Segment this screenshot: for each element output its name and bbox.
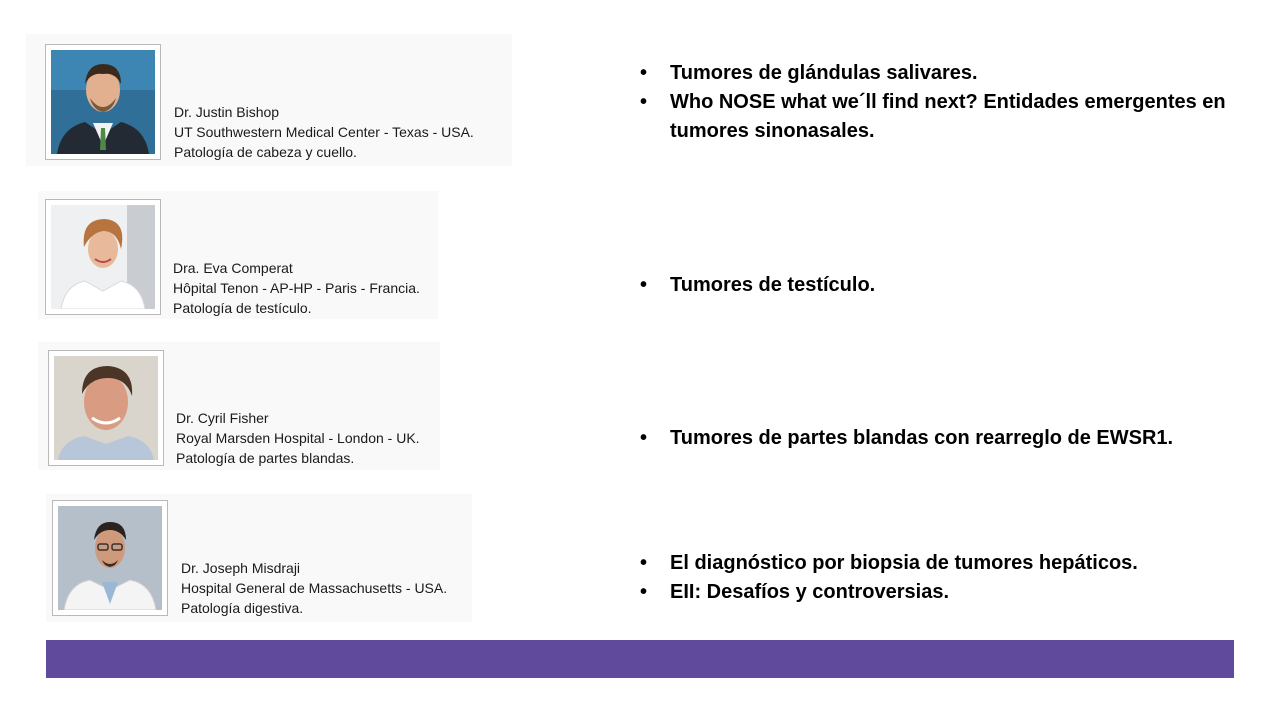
portrait-man-labcoat-icon bbox=[58, 506, 162, 610]
topic-item: • EII: Desafíos y controversias. bbox=[640, 578, 1240, 607]
speaker-photo-bishop bbox=[45, 44, 161, 160]
topic-item: • Tumores de glándulas salivares. bbox=[640, 59, 1240, 88]
topic-item: • El diagnóstico por biopsia de tumores hepáticos. bbox=[640, 549, 1240, 578]
speaker-specialty: Patología de testículo. bbox=[173, 300, 312, 316]
topic-list-fisher bbox=[640, 424, 1240, 453]
speaker-name: Dra. Eva Comperat bbox=[173, 260, 293, 276]
portrait-man-icon bbox=[54, 356, 158, 460]
speaker-institution: Hôpital Tenon - AP-HP - Paris - Francia. bbox=[173, 280, 420, 296]
topic-item: • Who NOSE what we´ll find next? Entidades emergentes en tumores sinonasales. bbox=[640, 88, 1240, 146]
speaker-institution: Hospital General de Massachusetts - USA. bbox=[181, 580, 448, 596]
footer-bar bbox=[46, 640, 1234, 678]
speaker-card-fisher bbox=[38, 342, 440, 470]
speaker-name: Dr. Joseph Misdraji bbox=[181, 560, 301, 576]
portrait-woman-icon bbox=[51, 205, 155, 309]
topic-list-bishop bbox=[640, 59, 1240, 146]
speaker-photo-misdraji bbox=[52, 500, 168, 616]
speaker-specialty: Patología digestiva. bbox=[181, 600, 304, 616]
speaker-card-misdraji bbox=[46, 494, 472, 622]
speaker-card-bishop bbox=[26, 34, 512, 166]
speaker-name: Dr. Cyril Fisher bbox=[176, 410, 269, 426]
speaker-specialty: Patología de cabeza y cuello. bbox=[174, 144, 357, 160]
speaker-institution: Royal Marsden Hospital - London - UK. bbox=[176, 430, 420, 446]
speaker-card-comperat bbox=[38, 191, 438, 319]
speaker-photo-comperat bbox=[45, 199, 161, 315]
topic-list-comperat bbox=[640, 271, 1240, 300]
topic-item: • Tumores de testículo. bbox=[640, 271, 1240, 300]
speaker-specialty: Patología de partes blandas. bbox=[176, 450, 355, 466]
speaker-institution: UT Southwestern Medical Center - Texas - USA. bbox=[174, 124, 474, 140]
speaker-photo-fisher bbox=[48, 350, 164, 466]
speaker-name: Dr. Justin Bishop bbox=[174, 104, 280, 120]
topic-list-misdraji bbox=[640, 549, 1240, 607]
portrait-man-suit-icon bbox=[51, 50, 155, 154]
topic-item: • Tumores de partes blandas con rearreglo de EWSR1. bbox=[640, 424, 1240, 453]
